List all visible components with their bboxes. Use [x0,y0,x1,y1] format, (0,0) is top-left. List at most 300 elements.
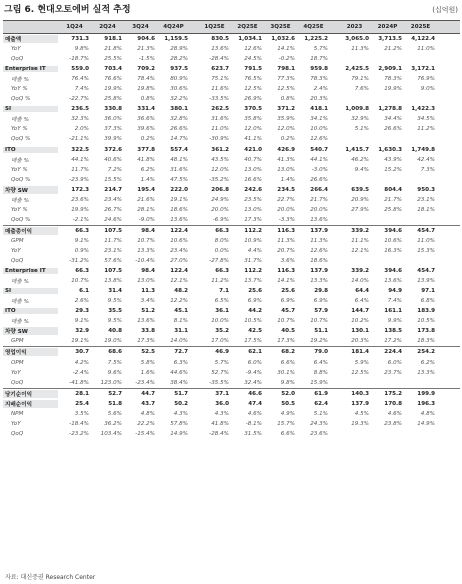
table-cell: 24.3% [310,420,328,427]
table-cell: 7.1 [219,288,229,295]
table-cell: 61.9 [314,390,328,397]
table-cell: 19.9% [384,86,402,93]
table-cell: 8.1% [173,318,188,325]
table-cell: 32.9 [75,328,89,335]
table-cell: 6.5% [214,298,229,305]
row-label: YoY [11,420,21,427]
table-cell: 75.1% [211,76,229,83]
row-label: QoQ % [11,176,31,183]
table-cell: -22.7% [69,96,89,103]
table-cell: 46.9 [215,349,229,356]
table-cell: 394.6 [384,268,402,275]
table-cell: 64.4 [355,288,369,295]
row-label: 차량 SW [3,186,58,194]
table-cell: -3.3% [278,216,295,223]
table-cell: 13.9% [417,278,435,285]
table-row [3,44,460,54]
table-cell: 44.1% [310,156,328,163]
table-cell: 31.1 [174,328,188,335]
row-label: QoQ % [11,216,31,223]
table-cell: -23.9% [69,176,89,183]
row-label: SI [3,288,58,294]
table-cell: 1,415.7 [345,146,369,153]
table-cell: 130.1 [351,328,369,335]
table-cell: 559.0 [71,66,89,73]
column-header: 2Q24 [99,24,116,30]
table-cell: 1,009.8 [345,106,369,113]
table-cell: 57.6% [104,258,122,265]
table-cell: 137.9 [310,268,328,275]
table-cell: 78.4% [137,76,155,83]
column-header: 4Q24P [163,24,184,30]
table-cell: 19.0% [104,338,122,345]
table-cell: 9.1% [74,318,89,325]
table-cell: 331.4 [137,106,155,113]
table-cell: 11.2% [211,278,229,285]
unit-label: (십억원) [432,6,458,14]
table-row [3,205,460,215]
table-cell: 51.8 [108,400,122,407]
table-cell: 199.9 [417,390,435,397]
table-cell: 44.2 [248,308,262,315]
table-cell: 42.5 [248,328,262,335]
table-cell: 18.6% [310,258,328,265]
table-cell: 1.6% [140,369,155,376]
table-cell: 78.3% [310,76,328,83]
column-header: 2023 [346,24,363,30]
table-cell: 23.6% [310,430,328,437]
table-cell: 830.5 [211,36,229,43]
table-cell: 1,278.8 [378,106,402,113]
table-row [3,64,460,74]
table-cell: 798.1 [277,66,295,73]
table-cell: 97.1 [421,288,435,295]
table-cell: -1.5% [138,56,155,63]
table-cell: 77.3% [277,76,295,83]
table-cell: 7.4% [387,298,402,305]
table-cell: 29.8 [314,288,328,295]
table-cell: 2.0% [74,126,89,133]
table-cell: 3.6% [280,258,295,265]
table-cell: 454.7 [417,268,435,275]
table-cell: 9.6% [107,369,122,376]
table-cell: 26.6% [310,176,328,183]
table-cell: 144.7 [351,308,369,315]
table-cell: 43.5% [211,156,229,163]
table-cell: 10.6% [384,237,402,244]
table-cell: 242.6 [244,186,262,193]
table-cell: 161.1 [384,308,402,315]
table-cell: 6.4% [313,359,328,366]
table-cell: 31.6% [170,166,188,173]
table-cell: 959.8 [310,66,328,73]
table-cell: 47.5% [170,176,188,183]
row-label: QoQ [11,430,24,437]
table-cell: 1,225.2 [304,36,328,43]
table-cell: 371.2 [277,106,295,113]
table-cell: 13.0% [244,166,262,173]
table-cell: 224.4 [384,349,402,356]
table-cell: 94.9 [388,288,402,295]
table-row [3,409,460,419]
table-cell: 322.5 [71,146,89,153]
table-cell: 76.5% [244,76,262,83]
table-cell: 66.3 [75,227,89,234]
table-cell: 17.5% [244,338,262,345]
table-cell: 23.4% [170,248,188,254]
table-row [3,346,460,357]
table-cell: 7.3% [420,166,435,173]
table-cell: -23.4% [135,379,155,386]
table-cell: -9.4% [245,369,262,376]
table-cell: 46.2% [351,156,369,163]
table-cell: 173.8 [417,328,435,335]
table-row [3,134,460,144]
table-cell: 1,749.8 [411,146,435,153]
table-cell: -0.2% [278,56,295,63]
table-cell: 24.5% [244,56,262,63]
table-cell: 78.3% [384,76,402,83]
table-cell: -28.4% [209,430,229,437]
table-cell: -23.2% [69,430,89,437]
table-cell: 10.7% [277,318,295,325]
table-cell: 17.2% [384,338,402,345]
table-cell: 22.2% [137,420,155,427]
table-cell: 361.2 [211,146,229,153]
table-cell: -27.8% [209,258,229,265]
table-cell: 330.8 [104,106,122,113]
table-cell: 36.0 [215,400,229,407]
table-cell: 10.0% [211,318,229,325]
table-cell: 7.4% [74,86,89,93]
table-cell: 13.6% [170,216,188,223]
table-cell: 6.6% [280,430,295,437]
table-cell: 1,159.5 [164,36,188,43]
table-cell: 10.5% [244,318,262,325]
table-cell: 79.1% [351,76,369,83]
table-cell: 418.1 [310,106,328,113]
table-cell: 12.2% [170,298,188,305]
table-cell: 35.2 [215,328,229,335]
table-cell: 5.6% [107,410,122,417]
row-label: GPM [11,338,24,345]
table-cell: 5.1% [354,126,369,133]
table-cell: 12.0% [277,126,295,133]
table-cell: 32.9% [351,116,369,123]
row-label: GPM [11,237,24,244]
table-cell: 904.6 [137,36,155,43]
table-cell: 13.6% [384,278,402,285]
table-row [3,246,460,256]
table-cell: 40.7% [244,156,262,163]
table-cell: 23.4% [104,196,122,203]
row-label: QoQ % [11,96,31,103]
table-cell: 11.0% [417,46,435,53]
table-cell: 47.4 [248,400,262,407]
table-cell: 14.9% [417,420,435,427]
table-cell: 9.9% [387,318,402,325]
table-cell: 35.5 [108,308,122,315]
table-cell: 4.6% [387,410,402,417]
column-header: 1Q24 [66,24,83,30]
table-cell: 107.5 [104,227,122,234]
table-cell: 13.0% [137,278,155,285]
row-label: 영업이익 [3,348,58,356]
table-cell: 62.4 [314,400,328,407]
table-cell: 12.6% [310,248,328,254]
row-label: YoY [11,248,21,254]
table-row [3,306,460,316]
row-label: 매출 % [11,157,29,164]
table-header-row [3,20,460,34]
table-cell: 14.0% [351,278,369,285]
table-cell: 28.2% [170,56,188,63]
table-row [3,74,460,84]
earnings-table [3,20,460,439]
table-cell: 9.8% [280,379,295,386]
table-cell: 5.7% [313,46,328,53]
table-cell: 52.7% [211,369,229,376]
table-row [3,215,460,225]
table-cell: 12.5% [277,86,295,93]
table-cell: 1,034.1 [238,36,262,43]
table-cell: 44.6% [170,369,188,376]
table-row [3,368,460,378]
table-cell: 31.4 [108,288,122,295]
table-cell: 39.9% [104,136,122,143]
table-cell: 10.7% [137,237,155,244]
table-cell: 18.1% [417,206,435,213]
table-cell: 11.3% [310,237,328,244]
column-header: 3Q25E [270,24,291,30]
row-label: ITO [3,147,58,153]
row-label: YoY [11,46,21,53]
row-label: NPM [11,410,24,417]
table-cell: 23.8% [384,420,402,427]
table-cell: 66.3 [75,268,89,275]
table-cell: 170.8 [384,400,402,407]
table-cell: 30.7 [75,349,89,356]
table-row [3,378,460,388]
table-cell: -3.0% [311,166,328,173]
table-cell: 13.6% [211,46,229,53]
table-cell: -9.0% [138,216,155,223]
table-cell: 454.7 [417,227,435,234]
table-row [3,326,460,336]
table-cell: 3,713.5 [378,36,402,43]
table-cell: 20.9% [351,196,369,203]
table-cell: 13.0% [277,166,295,173]
table-cell: 6.4% [354,298,369,305]
table-row [3,94,460,104]
table-cell: 40.6% [104,156,122,163]
table-cell: 1,630.3 [378,146,402,153]
table-cell: 9.1% [74,237,89,244]
row-label: 매출 % [11,117,29,124]
column-header: 1Q25E [204,24,225,30]
table-cell: 26.6% [384,126,402,133]
table-row [3,54,460,64]
table-cell: 9.8% [74,46,89,53]
table-cell: 137.9 [310,227,328,234]
table-cell: 138.5 [384,328,402,335]
table-cell: 1,422.3 [411,106,435,113]
table-cell: 426.9 [277,146,295,153]
table-cell: 339.2 [351,227,369,234]
table-cell: 172.3 [71,186,89,193]
table-cell: 21.3% [137,46,155,53]
table-row [3,165,460,175]
table-cell: 30.1% [277,369,295,376]
table-cell: 3,065.0 [345,36,369,43]
table-cell: 10.2% [351,318,369,325]
table-cell: 12.5% [244,86,262,93]
row-label: 매출 % [11,319,29,326]
table-row [3,358,460,368]
table-cell: 48.1% [170,156,188,163]
table-cell: 20.7% [277,248,295,254]
table-cell: 25.6 [281,288,295,295]
row-label: OPM [11,359,24,366]
table-cell: 43.7 [141,400,155,407]
table-cell: 195.4 [137,186,155,193]
table-cell: 6.8% [420,298,435,305]
table-cell: 214.7 [104,186,122,193]
table-cell: -15.4% [135,430,155,437]
table-cell: 34.4% [384,116,402,123]
table-cell: 254.2 [417,349,435,356]
table-cell: 13.6% [137,318,155,325]
table-cell: 9.5% [107,298,122,305]
table-cell: 31.5% [244,430,262,437]
table-cell: 25.8% [104,96,122,103]
table-cell: 0.9% [74,248,89,254]
table-cell: 2,425.5 [345,66,369,73]
table-cell: 222.0 [170,186,188,193]
table-cell: 52.7 [108,390,122,397]
table-cell: 30.6% [170,86,188,93]
table-cell: 0.8% [280,96,295,103]
table-cell: 380.1 [170,106,188,113]
table-cell: 372.6 [104,146,122,153]
table-cell: 16.3% [384,248,402,254]
table-cell: -21.1% [69,136,89,143]
table-cell: 12.0% [244,126,262,133]
table-cell: 122.4 [170,227,188,234]
table-cell: 17.0% [211,338,229,345]
table-row [3,296,460,306]
table-cell: 18.6% [170,206,188,213]
table-cell: 15.2% [384,166,402,173]
table-cell: 25.6 [248,288,262,295]
table-cell: 13.3% [137,248,155,254]
table-cell: 791.5 [244,66,262,73]
table-cell: 20.0% [211,206,229,213]
table-cell: 37.1 [215,390,229,397]
table-cell: 103.4% [100,430,122,437]
table-cell: 7.5% [107,359,122,366]
table-cell: 14.9% [170,430,188,437]
table-cell: 43.9% [384,156,402,163]
table-cell: 18.3% [417,338,435,345]
table-cell: 206.8 [211,186,229,193]
table-cell: 37.3% [104,126,122,133]
table-cell: 20.0% [310,206,328,213]
table-cell: 25.4 [75,400,89,407]
table-cell: 68.2 [281,349,295,356]
table-cell: 35.9% [277,116,295,123]
table-row [3,84,460,94]
row-label: Enterprise IT [3,66,58,72]
table-cell: 11.3% [351,46,369,53]
table-cell: 0.8% [140,96,155,103]
table-cell: 38.4% [170,379,188,386]
table-cell: 19.8% [137,86,155,93]
table-cell: 175.2 [384,390,402,397]
table-cell: 23.6% [71,196,89,203]
table-cell: 76.9% [417,76,435,83]
table-cell: 0.0% [214,248,229,254]
table-cell: 10.0% [310,126,328,133]
table-row [3,429,460,439]
table-cell: -18.4% [69,420,89,427]
row-label: ITO [3,308,58,314]
table-cell: 2,909.1 [378,66,402,73]
table-cell: 17.3% [244,216,262,223]
table-row [3,286,460,296]
table-cell: 17.3% [277,338,295,345]
table-cell: 14.7% [170,136,188,143]
table-cell: 66.3 [215,227,229,234]
table-cell: 1.4% [140,176,155,183]
table-cell: 76.4% [71,76,89,83]
table-cell: 12.1% [170,278,188,285]
row-label: YoY % [11,166,28,173]
table-row [3,316,460,326]
table-cell: 4.9% [280,410,295,417]
table-cell: 98.4 [141,227,155,234]
table-cell: 112.2 [244,268,262,275]
table-row [3,145,460,155]
table-cell: 52.0 [281,390,295,397]
table-cell: 21.6% [137,196,155,203]
table-cell: 4.4% [247,248,262,254]
table-cell: 112.2 [244,227,262,234]
table-cell: 15.3% [417,248,435,254]
table-cell: 19.1% [170,196,188,203]
row-label: 지배순이익 [3,400,58,408]
table-row [3,104,460,114]
table-cell: 27.0% [170,258,188,265]
table-cell: 937.5 [170,66,188,73]
row-label: 매출총이익 [3,227,58,235]
table-cell: 4.5% [354,410,369,417]
table-cell: 5.8% [140,359,155,366]
table-cell: 8.0% [214,237,229,244]
table-cell: 10.7% [310,318,328,325]
table-row [3,185,460,195]
table-cell: 8.8% [313,369,328,376]
row-label: QoQ [11,379,24,386]
table-cell: 22.7% [277,196,295,203]
table-cell: 15.7% [277,420,295,427]
row-label: 매출 % [11,77,29,84]
table-cell: 639.5 [351,186,369,193]
table-cell: 32.4% [244,379,262,386]
table-cell: 57.8% [170,420,188,427]
table-cell: 34.5% [417,116,435,123]
table-cell: 7.2% [107,166,122,173]
